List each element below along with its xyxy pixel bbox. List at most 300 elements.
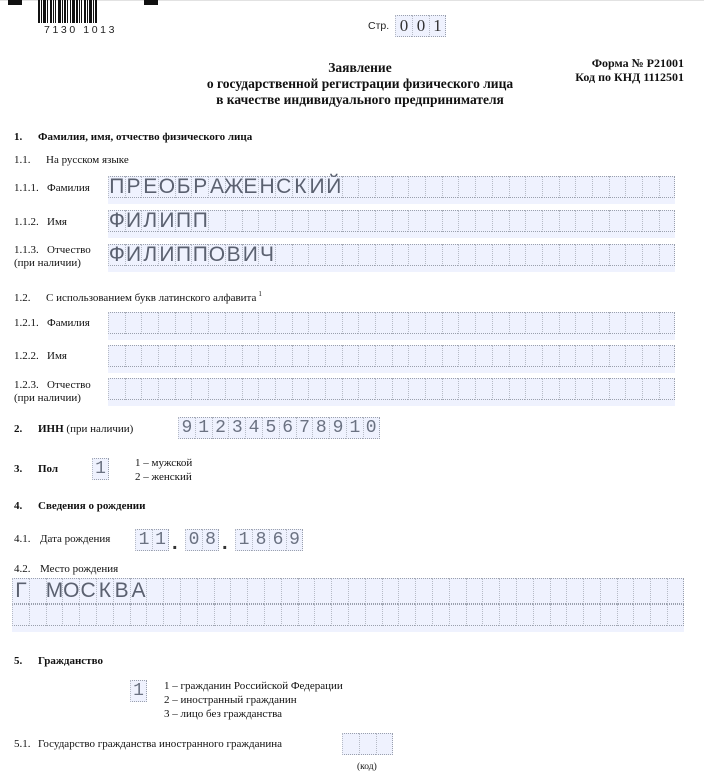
char-cell[interactable]: К: [292, 176, 309, 198]
char-cell[interactable]: [542, 312, 559, 334]
char-cell[interactable]: [208, 345, 225, 367]
char-cell[interactable]: [191, 345, 208, 367]
char-cell[interactable]: [158, 312, 175, 334]
char-cell[interactable]: [308, 312, 325, 334]
char-cell[interactable]: [96, 604, 113, 626]
char-cell[interactable]: [575, 176, 592, 198]
char-cell[interactable]: [275, 244, 292, 266]
char-cell[interactable]: [642, 244, 659, 266]
char-cell[interactable]: [617, 578, 634, 604]
char-cell[interactable]: [592, 176, 609, 198]
char-cell[interactable]: [525, 378, 542, 400]
char-cell[interactable]: [642, 378, 659, 400]
char-cell[interactable]: [175, 345, 192, 367]
char-cell[interactable]: 3: [228, 417, 245, 439]
char-cell[interactable]: [475, 176, 492, 198]
char-cell[interactable]: [208, 378, 225, 400]
birth-day-field[interactable]: [135, 529, 169, 551]
char-cell[interactable]: [566, 578, 583, 604]
char-cell[interactable]: [542, 378, 559, 400]
char-cell[interactable]: [659, 345, 676, 367]
char-cell[interactable]: [392, 176, 409, 198]
char-cell[interactable]: П: [192, 243, 208, 266]
char-cell[interactable]: [559, 176, 576, 198]
char-cell[interactable]: И: [309, 175, 325, 198]
char-cell[interactable]: 1: [92, 458, 109, 480]
char-cell[interactable]: [425, 345, 442, 367]
char-cell[interactable]: [359, 733, 376, 755]
char-cell[interactable]: [425, 176, 442, 198]
char-cell[interactable]: [225, 345, 242, 367]
char-cell[interactable]: 1: [235, 529, 252, 551]
char-cell[interactable]: [392, 244, 409, 266]
char-cell[interactable]: [392, 312, 409, 334]
char-cell[interactable]: [516, 604, 533, 626]
char-cell[interactable]: [158, 345, 175, 367]
char-cell[interactable]: [550, 604, 567, 626]
char-cell[interactable]: [197, 578, 214, 604]
char-cell[interactable]: [492, 378, 509, 400]
char-cell[interactable]: [592, 244, 609, 266]
char-cell[interactable]: [365, 604, 382, 626]
char-cell[interactable]: [625, 176, 642, 198]
char-cell[interactable]: [275, 210, 292, 232]
char-cell[interactable]: [509, 244, 526, 266]
char-cell[interactable]: [46, 604, 63, 626]
char-cell[interactable]: С: [80, 579, 96, 602]
char-cell[interactable]: 0: [412, 15, 429, 37]
char-cell[interactable]: К: [96, 578, 113, 604]
char-cell[interactable]: [79, 604, 96, 626]
char-cell[interactable]: [175, 312, 192, 334]
char-cell[interactable]: И: [159, 209, 175, 232]
char-cell[interactable]: [592, 312, 609, 334]
char-cell[interactable]: [659, 176, 676, 198]
char-cell[interactable]: М: [45, 579, 64, 602]
char-cell[interactable]: [542, 176, 559, 198]
char-cell[interactable]: [499, 604, 516, 626]
char-cell[interactable]: [600, 604, 617, 626]
char-cell[interactable]: А: [209, 175, 224, 198]
char-cell[interactable]: [358, 210, 375, 232]
char-cell[interactable]: 5: [262, 417, 279, 439]
char-cell[interactable]: С: [276, 175, 292, 198]
char-cell[interactable]: [225, 312, 242, 334]
char-cell[interactable]: [29, 604, 46, 626]
char-cell[interactable]: [398, 578, 415, 604]
char-cell[interactable]: [331, 578, 348, 604]
char-cell[interactable]: [633, 578, 650, 604]
char-cell[interactable]: [281, 604, 298, 626]
char-cell[interactable]: [442, 378, 459, 400]
char-cell[interactable]: [358, 312, 375, 334]
char-cell[interactable]: [659, 210, 676, 232]
char-cell[interactable]: [342, 176, 359, 198]
char-cell[interactable]: [642, 210, 659, 232]
char-cell[interactable]: [375, 244, 392, 266]
char-cell[interactable]: 1: [135, 529, 152, 551]
char-cell[interactable]: [550, 578, 567, 604]
char-cell[interactable]: [382, 578, 399, 604]
char-cell[interactable]: [375, 176, 392, 198]
char-cell[interactable]: [482, 604, 499, 626]
char-cell[interactable]: [308, 345, 325, 367]
char-cell[interactable]: [358, 345, 375, 367]
char-cell[interactable]: [113, 604, 130, 626]
char-cell[interactable]: [625, 244, 642, 266]
char-cell[interactable]: [392, 345, 409, 367]
char-cell[interactable]: [559, 210, 576, 232]
char-cell[interactable]: [191, 378, 208, 400]
char-cell[interactable]: 0: [395, 15, 412, 37]
char-cell[interactable]: [298, 578, 315, 604]
char-cell[interactable]: [292, 244, 309, 266]
char-cell[interactable]: Ч: [260, 243, 275, 266]
char-cell[interactable]: [600, 578, 617, 604]
char-cell[interactable]: [509, 345, 526, 367]
char-cell[interactable]: [342, 345, 359, 367]
birth-place-line-1[interactable]: [12, 578, 684, 604]
char-cell[interactable]: [475, 378, 492, 400]
char-cell[interactable]: 9: [178, 417, 195, 439]
char-cell[interactable]: Л: [143, 209, 158, 232]
char-cell[interactable]: [458, 176, 475, 198]
char-cell[interactable]: 7: [296, 417, 313, 439]
char-cell[interactable]: [163, 578, 180, 604]
char-cell[interactable]: [408, 312, 425, 334]
char-cell[interactable]: [609, 210, 626, 232]
char-cell[interactable]: Р: [193, 175, 208, 198]
char-cell[interactable]: [625, 210, 642, 232]
char-cell[interactable]: [247, 604, 264, 626]
char-cell[interactable]: [492, 244, 509, 266]
inn-field[interactable]: [178, 417, 380, 439]
foreign-state-code-field[interactable]: [342, 733, 393, 755]
char-cell[interactable]: [609, 345, 626, 367]
char-cell[interactable]: 9: [286, 529, 303, 551]
char-cell[interactable]: [466, 604, 483, 626]
char-cell[interactable]: [325, 345, 342, 367]
char-cell[interactable]: [642, 345, 659, 367]
char-cell[interactable]: Р: [126, 175, 141, 198]
char-cell[interactable]: [458, 345, 475, 367]
birth-month-field[interactable]: [185, 529, 219, 551]
char-cell[interactable]: [214, 578, 231, 604]
char-cell[interactable]: [308, 244, 325, 266]
char-cell[interactable]: [258, 210, 275, 232]
char-cell[interactable]: [442, 210, 459, 232]
char-cell[interactable]: [325, 378, 342, 400]
char-cell[interactable]: [214, 604, 231, 626]
char-cell[interactable]: [375, 378, 392, 400]
char-cell[interactable]: [458, 244, 475, 266]
char-cell[interactable]: [258, 345, 275, 367]
char-cell[interactable]: 1: [130, 680, 147, 702]
char-cell[interactable]: [583, 604, 600, 626]
char-cell[interactable]: [575, 210, 592, 232]
char-cell[interactable]: [375, 210, 392, 232]
char-cell[interactable]: [141, 312, 158, 334]
char-cell[interactable]: [348, 578, 365, 604]
char-cell[interactable]: [375, 345, 392, 367]
char-cell[interactable]: [559, 244, 576, 266]
char-cell[interactable]: [542, 244, 559, 266]
char-cell[interactable]: [575, 312, 592, 334]
char-cell[interactable]: Л: [143, 243, 158, 266]
char-cell[interactable]: [642, 176, 659, 198]
char-cell[interactable]: 6: [269, 529, 286, 551]
char-cell[interactable]: [415, 578, 432, 604]
char-cell[interactable]: 0: [185, 529, 202, 551]
char-cell[interactable]: Й: [326, 175, 342, 198]
char-cell[interactable]: Е: [243, 175, 258, 198]
char-cell[interactable]: [475, 244, 492, 266]
char-cell[interactable]: [298, 604, 315, 626]
char-cell[interactable]: 1: [195, 417, 212, 439]
char-cell[interactable]: [292, 210, 309, 232]
char-cell[interactable]: [292, 345, 309, 367]
char-cell[interactable]: [158, 378, 175, 400]
char-cell[interactable]: [408, 345, 425, 367]
char-cell[interactable]: [365, 578, 382, 604]
char-cell[interactable]: [525, 176, 542, 198]
char-cell[interactable]: [492, 312, 509, 334]
char-cell[interactable]: [609, 312, 626, 334]
char-cell[interactable]: [659, 378, 676, 400]
char-cell[interactable]: О: [158, 175, 176, 198]
char-cell[interactable]: [408, 378, 425, 400]
char-cell[interactable]: [325, 244, 342, 266]
char-cell[interactable]: [342, 244, 359, 266]
char-cell[interactable]: [592, 378, 609, 400]
char-cell[interactable]: [314, 604, 331, 626]
char-cell[interactable]: [358, 378, 375, 400]
birth-year-field[interactable]: [235, 529, 303, 551]
char-cell[interactable]: [650, 604, 667, 626]
char-cell[interactable]: [108, 345, 125, 367]
char-cell[interactable]: [264, 604, 281, 626]
char-cell[interactable]: О: [63, 579, 80, 602]
char-cell[interactable]: 6: [279, 417, 296, 439]
char-cell[interactable]: [559, 345, 576, 367]
char-cell[interactable]: [566, 604, 583, 626]
char-cell[interactable]: [642, 312, 659, 334]
char-cell[interactable]: Ж: [223, 175, 244, 198]
char-cell[interactable]: [146, 578, 163, 604]
char-cell[interactable]: [617, 604, 634, 626]
char-cell[interactable]: [425, 244, 442, 266]
char-cell[interactable]: [342, 312, 359, 334]
char-cell[interactable]: [29, 578, 46, 604]
char-cell[interactable]: [408, 176, 425, 198]
char-cell[interactable]: [509, 210, 526, 232]
char-cell[interactable]: [141, 345, 158, 367]
char-cell[interactable]: [625, 345, 642, 367]
char-cell[interactable]: [650, 578, 667, 604]
char-cell[interactable]: [475, 210, 492, 232]
char-cell[interactable]: [442, 312, 459, 334]
char-cell[interactable]: [225, 378, 242, 400]
char-cell[interactable]: [659, 244, 676, 266]
char-cell[interactable]: [415, 604, 432, 626]
char-cell[interactable]: П: [176, 243, 192, 266]
char-cell[interactable]: [509, 378, 526, 400]
char-cell[interactable]: [292, 312, 309, 334]
char-cell[interactable]: [475, 312, 492, 334]
char-cell[interactable]: П: [192, 209, 208, 232]
char-cell[interactable]: [432, 578, 449, 604]
char-cell[interactable]: И: [242, 243, 258, 266]
char-cell[interactable]: Ф: [108, 209, 125, 232]
char-cell[interactable]: [542, 345, 559, 367]
char-cell[interactable]: [258, 312, 275, 334]
char-cell[interactable]: [62, 604, 79, 626]
char-cell[interactable]: [225, 210, 242, 232]
char-cell[interactable]: А: [131, 579, 146, 602]
char-cell[interactable]: [125, 312, 142, 334]
char-cell[interactable]: [449, 604, 466, 626]
char-cell[interactable]: Б: [176, 175, 191, 198]
char-cell[interactable]: [516, 578, 533, 604]
char-cell[interactable]: [247, 578, 264, 604]
char-cell[interactable]: [230, 578, 247, 604]
char-cell[interactable]: [583, 578, 600, 604]
char-cell[interactable]: 8: [252, 529, 269, 551]
char-cell[interactable]: [442, 176, 459, 198]
char-cell[interactable]: [358, 244, 375, 266]
char-cell[interactable]: [242, 378, 259, 400]
char-cell[interactable]: [575, 378, 592, 400]
char-cell[interactable]: [12, 604, 29, 626]
char-cell[interactable]: [609, 244, 626, 266]
char-cell[interactable]: [108, 312, 125, 334]
char-cell[interactable]: [331, 604, 348, 626]
char-cell[interactable]: [559, 312, 576, 334]
char-cell[interactable]: Г: [12, 578, 29, 604]
char-cell[interactable]: [432, 604, 449, 626]
char-cell[interactable]: 8: [202, 529, 219, 551]
char-cell[interactable]: И: [125, 243, 142, 266]
latin-patronymic-field[interactable]: [108, 378, 675, 406]
patronymic-field[interactable]: [108, 244, 675, 272]
char-cell[interactable]: [230, 604, 247, 626]
char-cell[interactable]: [475, 345, 492, 367]
char-cell[interactable]: И: [159, 243, 175, 266]
char-cell[interactable]: [592, 345, 609, 367]
char-cell[interactable]: [633, 604, 650, 626]
char-cell[interactable]: [525, 312, 542, 334]
char-cell[interactable]: [141, 378, 158, 400]
char-cell[interactable]: [382, 604, 399, 626]
char-cell[interactable]: [542, 210, 559, 232]
char-cell[interactable]: [376, 733, 393, 755]
char-cell[interactable]: [292, 378, 309, 400]
char-cell[interactable]: [275, 378, 292, 400]
char-cell[interactable]: 8: [312, 417, 329, 439]
char-cell[interactable]: [242, 210, 259, 232]
char-cell[interactable]: [308, 378, 325, 400]
char-cell[interactable]: Е: [143, 175, 158, 198]
char-cell[interactable]: [325, 312, 342, 334]
char-cell[interactable]: [130, 604, 147, 626]
char-cell[interactable]: [342, 210, 359, 232]
char-cell[interactable]: [208, 312, 225, 334]
char-cell[interactable]: [191, 312, 208, 334]
char-cell[interactable]: [408, 210, 425, 232]
char-cell[interactable]: [175, 378, 192, 400]
char-cell[interactable]: [492, 176, 509, 198]
char-cell[interactable]: 1: [152, 529, 169, 551]
char-cell[interactable]: [197, 604, 214, 626]
char-cell[interactable]: [275, 345, 292, 367]
char-cell[interactable]: [659, 312, 676, 334]
char-cell[interactable]: [525, 345, 542, 367]
char-cell[interactable]: [392, 378, 409, 400]
char-cell[interactable]: [275, 312, 292, 334]
char-cell[interactable]: [442, 244, 459, 266]
char-cell[interactable]: [458, 378, 475, 400]
char-cell[interactable]: 1: [346, 417, 363, 439]
char-cell[interactable]: [559, 378, 576, 400]
char-cell[interactable]: Ф: [108, 243, 125, 266]
char-cell[interactable]: [625, 378, 642, 400]
char-cell[interactable]: [163, 604, 180, 626]
char-cell[interactable]: [667, 604, 684, 626]
char-cell[interactable]: [509, 176, 526, 198]
char-cell[interactable]: [499, 578, 516, 604]
char-cell[interactable]: О: [208, 243, 226, 266]
latin-name-field[interactable]: [108, 345, 675, 373]
char-cell[interactable]: [492, 345, 509, 367]
char-cell[interactable]: [492, 210, 509, 232]
char-cell[interactable]: [264, 578, 281, 604]
char-cell[interactable]: 2: [212, 417, 229, 439]
name-field[interactable]: [108, 210, 675, 238]
char-cell[interactable]: [242, 312, 259, 334]
char-cell[interactable]: П: [109, 175, 125, 198]
char-cell[interactable]: [609, 378, 626, 400]
char-cell[interactable]: [575, 244, 592, 266]
char-cell[interactable]: [425, 378, 442, 400]
char-cell[interactable]: [242, 345, 259, 367]
char-cell[interactable]: [609, 176, 626, 198]
char-cell[interactable]: [449, 578, 466, 604]
char-cell[interactable]: Н: [259, 175, 275, 198]
char-cell[interactable]: 9: [329, 417, 346, 439]
sex-field[interactable]: [92, 458, 109, 480]
char-cell[interactable]: [258, 378, 275, 400]
birth-place-line-2[interactable]: [12, 604, 684, 632]
char-cell[interactable]: [592, 210, 609, 232]
char-cell[interactable]: [625, 312, 642, 334]
char-cell[interactable]: [575, 345, 592, 367]
char-cell[interactable]: В: [226, 243, 241, 266]
char-cell[interactable]: [180, 604, 197, 626]
char-cell[interactable]: [533, 578, 550, 604]
char-cell[interactable]: [509, 312, 526, 334]
char-cell[interactable]: В: [114, 579, 129, 602]
char-cell[interactable]: [442, 345, 459, 367]
char-cell[interactable]: И: [125, 209, 142, 232]
char-cell[interactable]: [281, 578, 298, 604]
char-cell[interactable]: 0: [363, 417, 380, 439]
page-number-field[interactable]: [395, 15, 446, 37]
char-cell[interactable]: [342, 378, 359, 400]
char-cell[interactable]: [392, 210, 409, 232]
citizenship-field[interactable]: [130, 680, 147, 702]
char-cell[interactable]: [533, 604, 550, 626]
char-cell[interactable]: [146, 604, 163, 626]
